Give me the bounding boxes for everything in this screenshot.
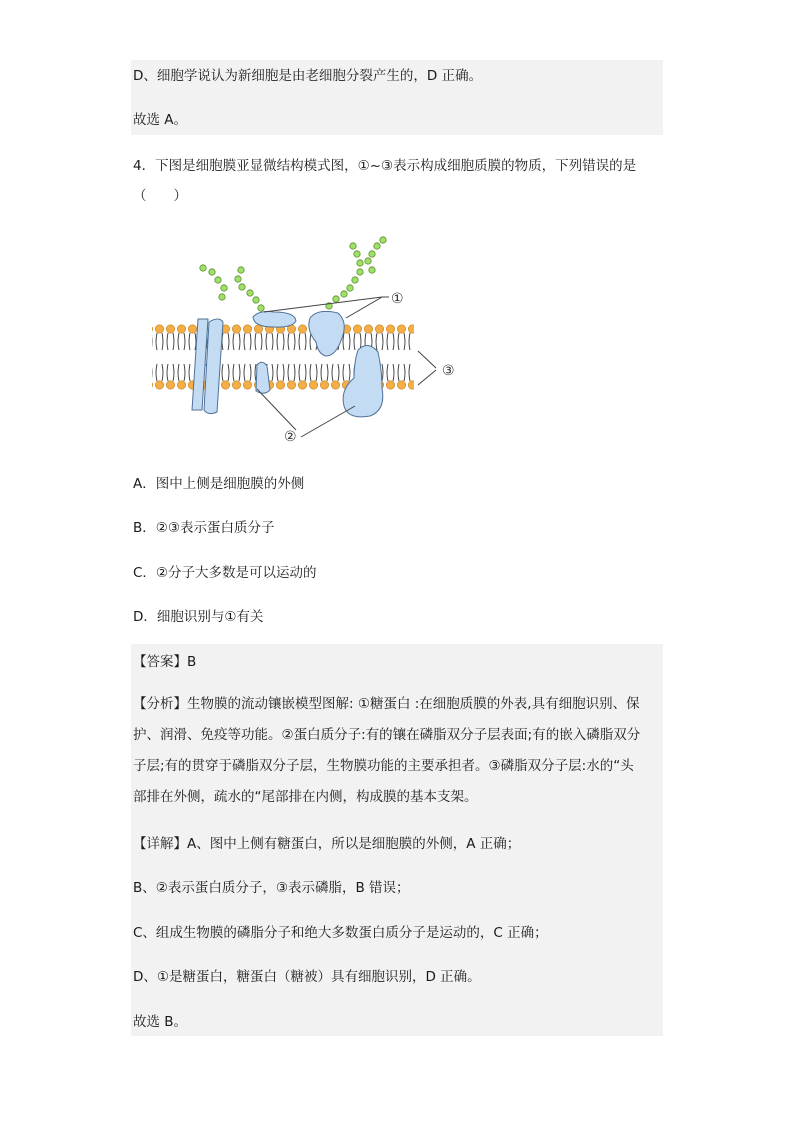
analysis-paragraph: [131, 689, 663, 813]
question-stem-line1: 下图是细胞膜亚显微结构模式图，①~③表示构成细胞质膜的物质，下列错误的是: [155, 158, 637, 174]
label-2: ②: [284, 429, 297, 445]
option-a: A．图中上侧是细胞膜的外侧: [133, 476, 305, 492]
detail-line-c: C、组成生物膜的磷脂分子和绝大多数蛋白质分子是运动的，C 正确；: [133, 925, 548, 941]
detail-line-a: 【详解】A、图中上侧有糖蛋白，所以是细胞膜的外侧，A 正确；: [133, 836, 521, 852]
analysis-line: 护、润滑、免疫等功能。②蛋白质分子:有的镶在磷脂双分子层表面;有的嵌入磷脂双分: [133, 727, 641, 743]
option-b: B．②③表示蛋白质分子: [133, 520, 275, 536]
analysis-line: 【分析】生物膜的流动镶嵌模型图解: ①糖蛋白 :在细胞质膜的外表,具有细胞识别、保: [133, 696, 640, 712]
peripheral-protein: [253, 312, 296, 328]
question-stem-line2: （ ）: [133, 188, 187, 204]
question-stem: [131, 156, 663, 176]
label-3: ③: [442, 363, 455, 379]
analysis-line: 子层;有的贯穿于磷脂双分子层，生物膜功能的主要承担者。③磷脂双分子层:水的“头: [133, 758, 634, 774]
option-d: D．细胞识别与①有关: [133, 609, 264, 625]
option-c: C．②分子大多数是可以运动的: [133, 565, 317, 581]
prev-option-d-line: D、细胞学说认为新细胞是由老细胞分裂产生的，D 正确。: [133, 68, 483, 84]
question-number: 4．: [133, 158, 156, 174]
label-1: ①: [391, 291, 404, 307]
membrane-figure: [146, 230, 476, 452]
transmembrane-protein: [192, 319, 223, 414]
pick-line: 故选 B。: [133, 1014, 188, 1030]
answer-line: 【答案】B: [133, 654, 197, 670]
detail-line-d: D、①是糖蛋白，糖蛋白（糖被）具有细胞识别，D 正确。: [133, 969, 481, 985]
detail-line-b: B、②表示蛋白质分子，③表示磷脂，B 错误；: [133, 880, 410, 896]
prev-pick-line: 故选 A。: [133, 112, 188, 128]
analysis-line: 部排在外侧，疏水的“尾部排在内侧，构成膜的基本支架。: [133, 789, 478, 805]
